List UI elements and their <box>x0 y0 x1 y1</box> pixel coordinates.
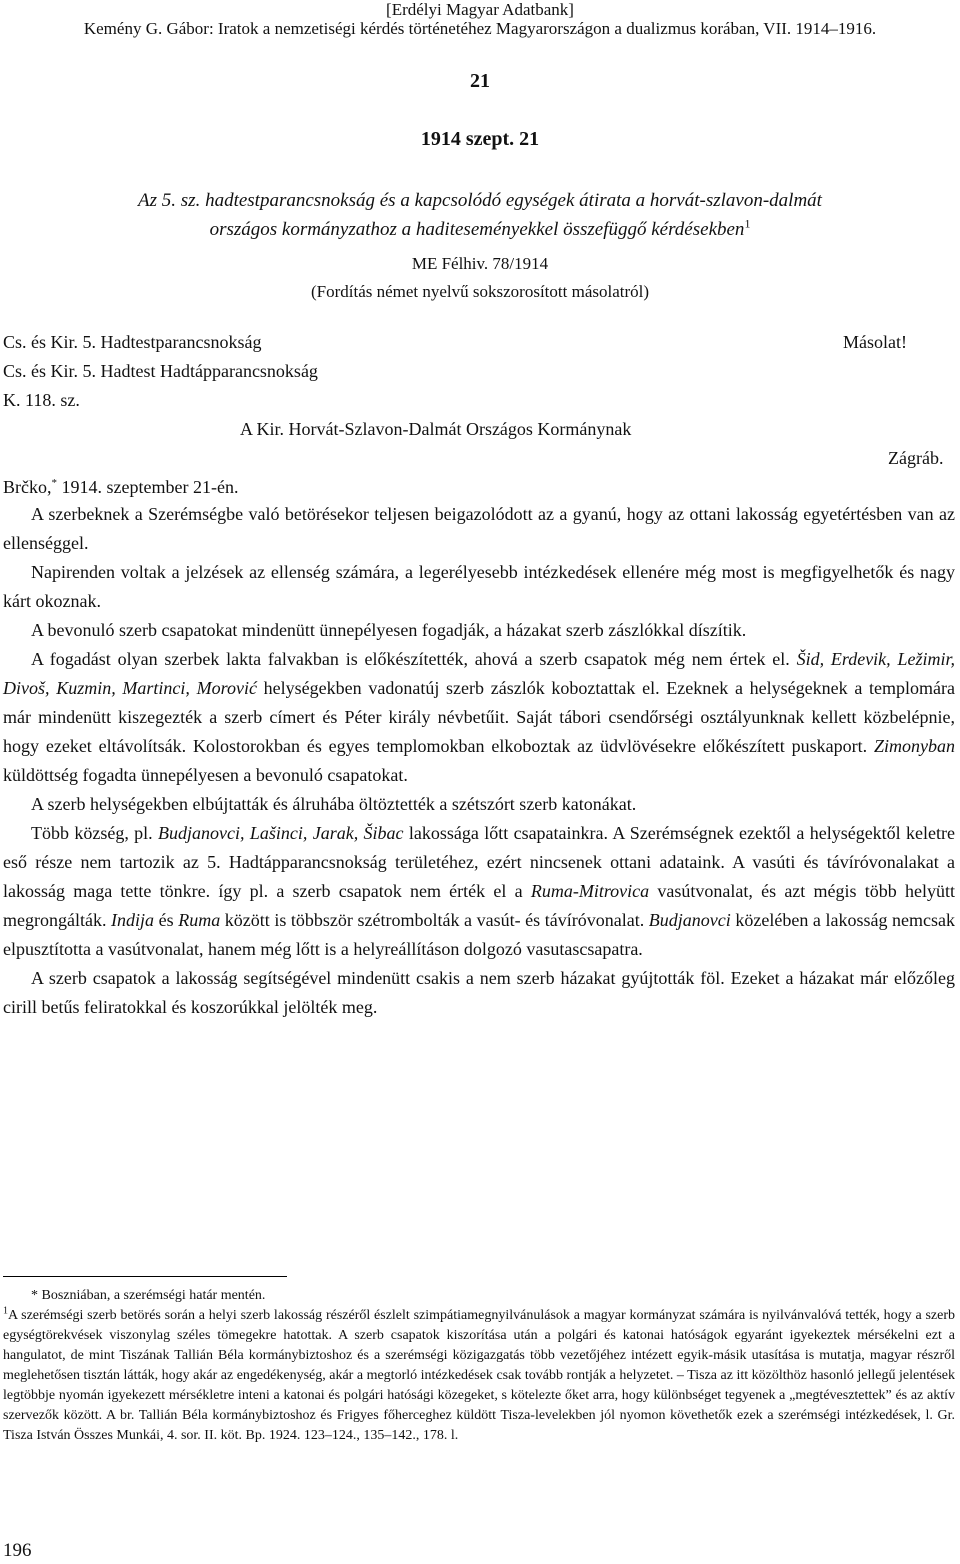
footnote-divider <box>3 1276 287 1277</box>
footnote-1-text: A szerémségi szerb betörés során a helyi szerb lakosság részéről észlelt szimpátiamegnyilvánulások a magyar kormányzat számára is nyilvánvalóvá tették, hogy a szerb egységtörekvések viszonylag széles tömegekre hatottak. A szerb csapatok kiszorítása után a polgári és katonai hatóságok egyaránt igyekeztek mérsékelni ezt a hangulatot, de mint Tiszának Tallián Béla kormánybiztoshoz és a szerémségi közigazgatás több vezetőjéhez intézett egyik-másik utasítása is mutatja, magyar részről meglehetősen tisztán látták, hogy akár az engedékenység, akár a megtorló intézkedések csak tovább rontják a helyzetet. – Tisza az itt közölthöz hasonló jellegű jelentések legtöbbje nyomán igyekezett mérsékletre inteni a katonai és polgári hatósági közegeket, s kötelezte őket arra, hogy különbséget tegyenek a „megtévesztettek” és az aktív szervezők között. A br. Tallián Béla kormánybiztoshoz és Frigyes főherceghez küldött Tisza-levelekben jól nyomon követhetők ezek a szerémségi intézkedések, l. Gr. Tisza István Összes Munkái, 4. sor. II. köt. Bp. 1924. 123–124., 135–142., 178. l. <box>3 1308 955 1443</box>
archive-reference <box>0 250 960 306</box>
p6-text-b: lakossága lőtt csapatainkra. A Szerémségnek ezektől a helységektől keletre eső része nem tartozik az 5. Hadtápparancsnokság területéhez, ezért nincsenek ottani adataink. A vasúti és távíróvonalakat a lakosság maga tette tönkre. így pl. a szerb csapatok nem érték el a <box>3 823 955 901</box>
title-footnote-mark: 1 <box>744 216 751 231</box>
sender-line-1: Cs. és Kir. 5. Hadtestparancsnokság <box>3 332 262 352</box>
document-number: 21 <box>470 70 490 92</box>
dateline-date: 1914. szeptember 21-én. <box>61 477 239 497</box>
recipient-place: Zágráb. <box>888 448 944 468</box>
p4-text-c: küldöttség fogadta ünnepélyesen a bevonuló csapatokat. <box>3 765 408 785</box>
footnotes <box>3 1286 955 1446</box>
recipient: A Kir. Horvát-Szlavon-Dalmát Országos Kormánynak <box>240 419 632 439</box>
paragraph-3: A bevonuló szerb csapatokat mindenütt ünnepélyesen fogadják, a házakat szerb zászlókkal díszítik. <box>31 620 747 640</box>
p6-place-names: Budjanovci, Lašinci, Jarak, Šibac <box>158 823 404 843</box>
document-date: 1914 szept. 21 <box>420 128 540 150</box>
copy-note: Másolat! <box>843 332 907 352</box>
paragraph-1: A szerbeknek a Szerémségbe való betörésekor teljesen beigazolódott az a gyanú, hogy az ottani lakosság egyetértésben van az ellenséggel. <box>3 504 955 553</box>
page-number: 196 <box>3 1540 32 1561</box>
paragraph-6 <box>3 819 955 964</box>
paragraph-5: A szerb helységekben elbújtatták és álruhába öltöztették a szétszórt szerb katonákat. <box>31 794 637 814</box>
paragraph-2: Napirenden voltak a jelzések az ellenség számára, a legerélyesebb intézkedések ellenére még most is megfigyelhetők és nagy kárt okoznak. <box>3 562 955 611</box>
document-title <box>0 186 960 244</box>
title-line-2 <box>0 215 960 244</box>
p6-text-d: és <box>154 910 179 930</box>
paragraph-4 <box>3 645 955 790</box>
p6-indija: Indija <box>111 910 155 930</box>
page-header <box>0 0 960 38</box>
header-source: [Erdélyi Magyar Adatbank] <box>386 0 574 19</box>
archive-ref-number: ME Félhiv. 78/1914 <box>411 254 549 273</box>
header-book-title: Kemény G. Gábor: Iratok a nemzetiségi kérdés történetéhez Magyarországon a dualizmus korában, VII. 1914–1916. <box>83 19 877 38</box>
paragraph-7: A szerb csapatok a lakosság segítségével mindenütt csakis a nem szerb házakat gyújtották föl. Ezeket a házakat már előzőleg cirill betűs feliratokkal és koszorúkkal jelölték meg. <box>3 968 955 1017</box>
p6-railway: Ruma-Mitrovica <box>530 881 650 901</box>
p6-text-e: között is többször szétrombolták a vasút- és távíróvonalat. <box>220 910 649 930</box>
p6-ruma: Ruma <box>178 910 221 930</box>
p6-text-f: közelében a lakosság nemcsak elpusztította a vasútvonalat, hanem még lőtt is a helyreállításon dolgozó vasutascsapatra. <box>3 910 955 959</box>
p6-text-c: vasútvonalat, és azt mégis több helyütt megrongálták. <box>3 881 955 930</box>
p4-text-b: helységekben vadonatúj szerb zászlók koboztattak el. Ezeknek a helységeknek a templomára már mindenütt kiszegezték a szerb címert és Péter király névbetűit. Saját tábori csendőrségi osztályunknak kellett közbelépnie, hogy ezeket eltávolítsák. Kolostorokban és egyes templomokban elkoboztak az üdvlövésekre előkészített puskaport. <box>3 678 955 756</box>
sender-line-2: Cs. és Kir. 5. Hadtest Hadtápparancsnokság <box>3 361 318 381</box>
dateline-footnote-mark: * <box>51 477 57 489</box>
p4-place-names: Šid, Erdevik, Ležimir, Divoš, Kuzmin, Martinci, Morović <box>3 649 955 698</box>
title-line-2-text: országos kormányzathoz a haditeseményekkel összefüggő kérdésekben <box>209 219 745 240</box>
reference-number: K. 118. sz. <box>3 390 80 410</box>
dateline-place: Brčko, <box>3 477 52 497</box>
letter-body <box>3 500 955 1022</box>
translation-note: (Fordítás német nyelvű sokszorosított másolatról) <box>310 282 650 301</box>
p4-zimony: Zimonyban <box>874 736 955 756</box>
footnote-1-mark: 1 <box>3 1305 8 1317</box>
p6-budjanovci: Budjanovci <box>648 910 731 930</box>
p4-text-a: A fogadást olyan szerbek lakta falvakban is előkészítették, ahová a szerb csapatok még nem értek el. <box>31 649 797 669</box>
footnote-1 <box>3 1306 955 1446</box>
footnote-star: * Boszniában, a szerémségi határ mentén. <box>31 1288 266 1303</box>
p6-text-a: Több község, pl. <box>31 823 159 843</box>
dateline <box>3 475 238 499</box>
title-line-1: Az 5. sz. hadtestparancsnokság és a kapcsolódó egységek átirata a horvát-szlavon-dalmát <box>138 190 822 211</box>
